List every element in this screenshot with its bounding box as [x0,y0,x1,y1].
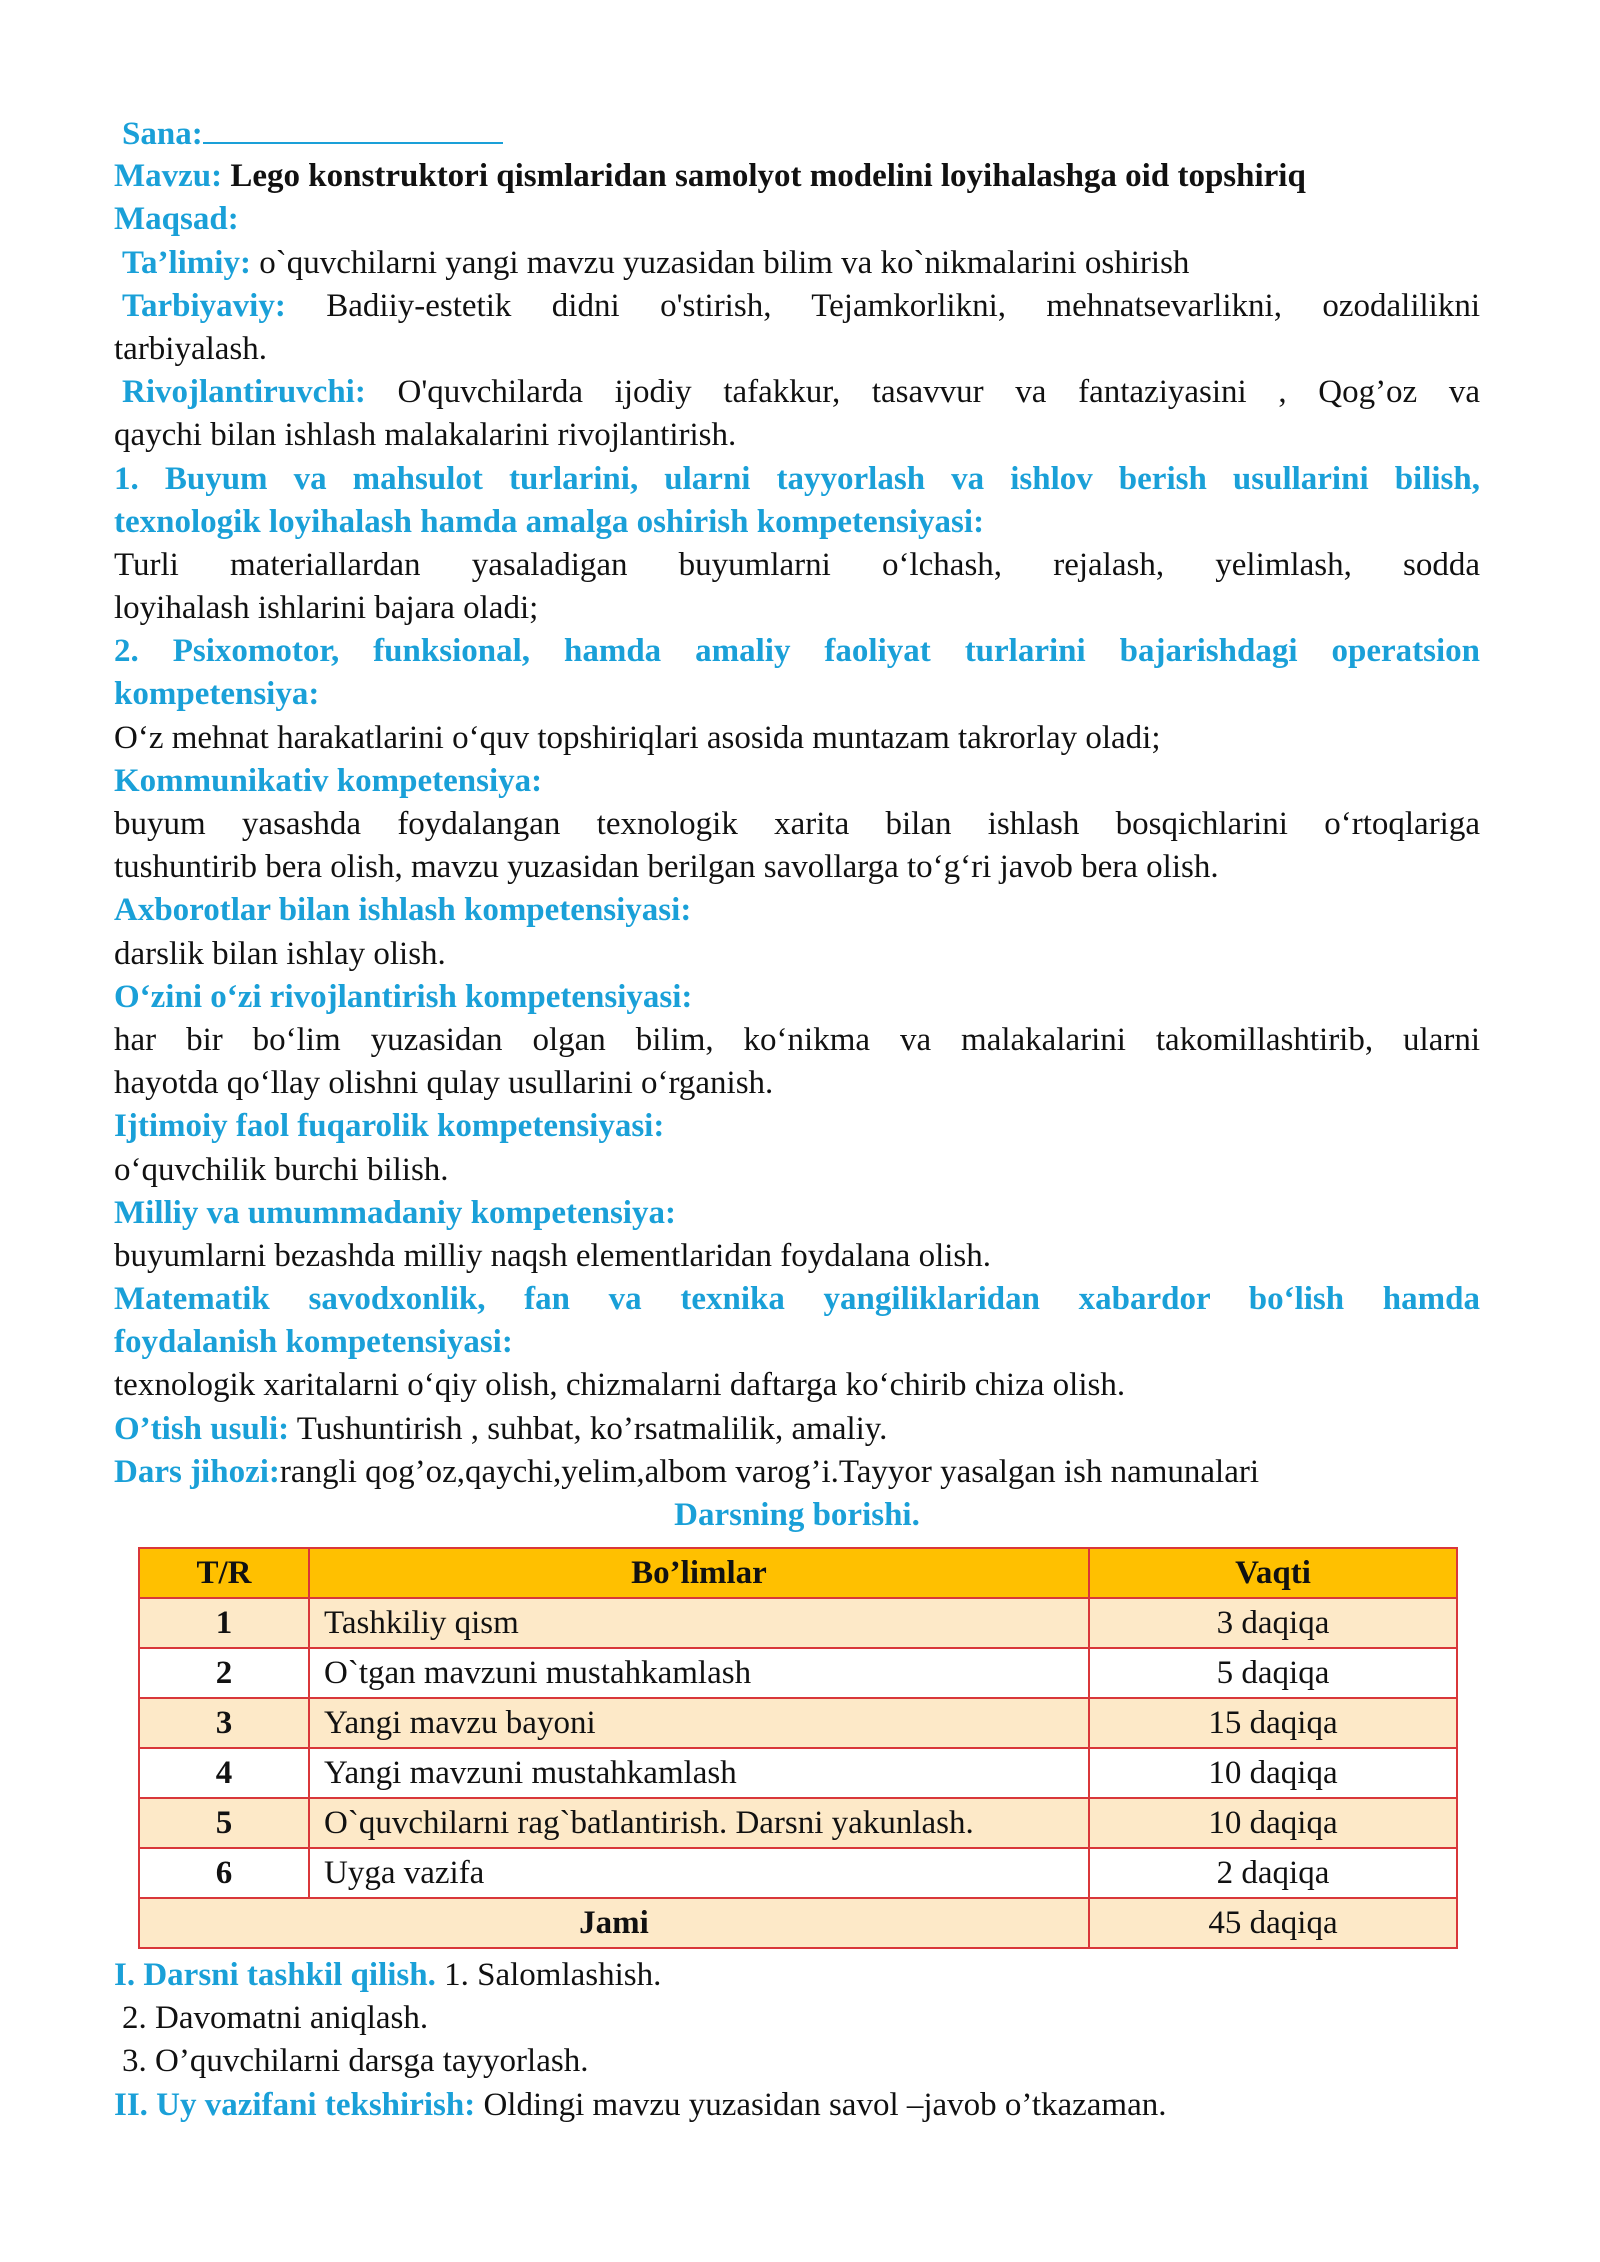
step-1-text: 1. Salomlashish. [444,1957,662,1993]
teaching-method-line [114,1408,1480,1451]
step-1-label: I. Darsni tashkil qilish. [114,1957,436,1993]
table-row [139,1748,1457,1798]
column-header-section: Bo’limlar [309,1548,1089,1598]
upbringing-goal-label: Tarbiyaviy: [122,287,286,324]
competency-1-text-1: Turli materiallardan yasaladigan buyumlarni o‘lchash, rejalash, yelimlash, sodda [114,546,1480,583]
competency-4-heading: Axborotlar bilan ishlash kompetensiyasi: [114,892,692,929]
column-header-time: Vaqti [1089,1548,1457,1598]
table-row [139,1698,1457,1748]
goal-label: Maqsad: [114,201,239,238]
competency-6-text: o‘quvchilik burchi bilish. [114,1151,449,1188]
lesson-plan-body [114,112,1480,1537]
competency-8-heading-2: foydalanish kompetensiyasi: [114,1324,513,1361]
competency-5-text-2: hayotda qo‘llay olishni qulay usullarini o‘rganish. [114,1065,774,1102]
step-2-line [114,2084,1480,2127]
column-header-number: T/R [139,1548,309,1598]
competency-7-heading: Milliy va umummadaniy kompetensiya: [114,1194,676,1231]
competency-8-heading-1: Matematik savodxonlik, fan va texnika yangiliklaridan xabardor bo‘lish hamda [114,1281,1480,1318]
table-header-row [139,1548,1457,1598]
row-section: Yangi mavzu bayoni [309,1698,1089,1748]
row-number: 6 [139,1848,309,1898]
table-row [139,1798,1457,1848]
row-number: 3 [139,1698,309,1748]
educational-goal [114,242,1480,285]
step-1-item-2: 2. Davomatni aniqlash. [122,2000,429,2037]
row-section: Uyga vazifa [309,1848,1089,1898]
competency-4-text: darslik bilan ishlay olish. [114,935,446,972]
row-section: Yangi mavzuni mustahkamlash [309,1748,1089,1798]
competency-7-text: buyumlarni bezashda milliy naqsh elementlaridan foydalana olish. [114,1237,991,1274]
upbringing-goal-line-1 [114,285,1480,328]
competency-8-text: texnologik xaritalarni o‘qiy olish, chizmalarni daftarga ko‘chirib chiza olish. [114,1367,1126,1404]
row-time: 2 daqiqa [1089,1848,1457,1898]
total-label: Jami [139,1898,1089,1948]
step-1-item-3: 3. O’quvchilarni darsga tayyorlash. [122,2043,589,2080]
topic-label: Mavzu: [114,158,223,195]
equipment-line [114,1451,1480,1494]
row-number: 2 [139,1648,309,1698]
total-time: 45 daqiqa [1089,1898,1457,1948]
row-number: 4 [139,1748,309,1798]
lesson-schedule-table [138,1547,1458,1949]
date-label: Sana: [122,116,203,152]
competency-3-heading: Kommunikativ kompetensiya: [114,762,543,799]
competency-1-heading-2: texnologik loyihalash hamda amalga oshirish kompetensiyasi: [114,503,985,540]
row-time: 10 daqiqa [1089,1748,1457,1798]
topic-text: Lego konstruktori qismlaridan samolyot modelini loyihalashga oid topshiriq [230,158,1306,195]
table-row [139,1648,1457,1698]
developmental-goal-line-1 [114,371,1480,414]
equipment-label: Dars jihozi: [114,1453,280,1490]
equipment-text: rangli qog’oz,qaychi,yelim,albom varog’i.Tayyor yasalgan ish namunalari [279,1453,1260,1490]
date-line [114,112,1480,155]
row-section: O`quvchilarni rag`batlantirish. Darsni yakunlash. [309,1798,1089,1848]
competency-5-heading: O‘zini o‘zi rivojlantirish kompetensiyasi: [114,978,693,1015]
upbringing-goal-text: Badiiy-estetik didni o'stirish, Tejamkorlikni, mehnatsevarlikni, ozodalilikni [326,287,1481,324]
competency-2-heading-2: kompetensiya: [114,676,320,713]
row-time: 5 daqiqa [1089,1648,1457,1698]
competency-3-text-2: tushuntirib bera olish, mavzu yuzasidan berilgan savollarga to‘g‘ri javob bera olish. [114,849,1219,886]
row-time: 15 daqiqa [1089,1698,1457,1748]
lesson-plan-title: Darsning borishi. [674,1497,920,1533]
educational-goal-label: Ta’limiy: [122,244,251,281]
competency-1-text-2: loyihalash ishlarini bajara oladi; [114,590,539,627]
educational-goal-text: o`quvchilarni yangi mavzu yuzasidan bilim va ko`nikmalarini oshirish [259,244,1190,281]
upbringing-goal-line-2: tarbiyalash. [114,330,268,367]
competency-5-text-1: har bir bo‘lim yuzasidan olgan bilim, ko‘nikma va malakalarini takomillashtirib, ularni [114,1021,1480,1058]
competency-1-heading-1: 1. Buyum va mahsulot turlarini, ularni tayyorlash va ishlov berish usullarini bilish, [114,460,1480,497]
developmental-goal-label: Rivojlantiruvchi: [122,374,366,411]
step-1-line [114,1954,1480,1997]
step-2-text: Oldingi mavzu yuzasidan savol –javob o’tkazaman. [483,2086,1167,2123]
row-time: 10 daqiqa [1089,1798,1457,1848]
teaching-method-text: Tushuntirish , suhbat, ko’rsatmalilik, amaliy. [296,1410,888,1447]
competency-2-text: O‘z mehnat harakatlarini o‘quv topshiriqlari asosida muntazam takrorlay oladi; [114,719,1161,756]
table-total-row [139,1898,1457,1948]
lesson-steps [114,1954,1480,2127]
date-blank [203,112,503,144]
row-number: 5 [139,1798,309,1848]
teaching-method-label: O’tish usuli: [114,1410,290,1447]
competency-2-heading-1: 2. Psixomotor, funksional, hamda amaliy faoliyat turlarini bajarishdagi operatsion [114,633,1480,670]
table-row [139,1598,1457,1648]
row-section: Tashkiliy qism [309,1598,1089,1648]
row-number: 1 [139,1598,309,1648]
row-section: O`tgan mavzuni mustahkamlash [309,1648,1089,1698]
row-time: 3 daqiqa [1089,1598,1457,1648]
step-2-label: II. Uy vazifani tekshirish: [114,2086,476,2123]
competency-6-heading: Ijtimoiy faol fuqarolik kompetensiyasi: [114,1108,665,1145]
competency-3-text-1: buyum yasashda foydalangan texnologik xarita bilan ishlash bosqichlarini o‘rtoqlariga [114,806,1480,842]
table-row [139,1848,1457,1898]
developmental-goal-text: O'quvchilarda ijodiy tafakkur, tasavvur va fantaziyasini , Qog’oz va [397,374,1480,411]
topic-line [114,155,1480,198]
developmental-goal-line-2: qaychi bilan ishlash malakalarini rivojlantirish. [114,417,737,454]
